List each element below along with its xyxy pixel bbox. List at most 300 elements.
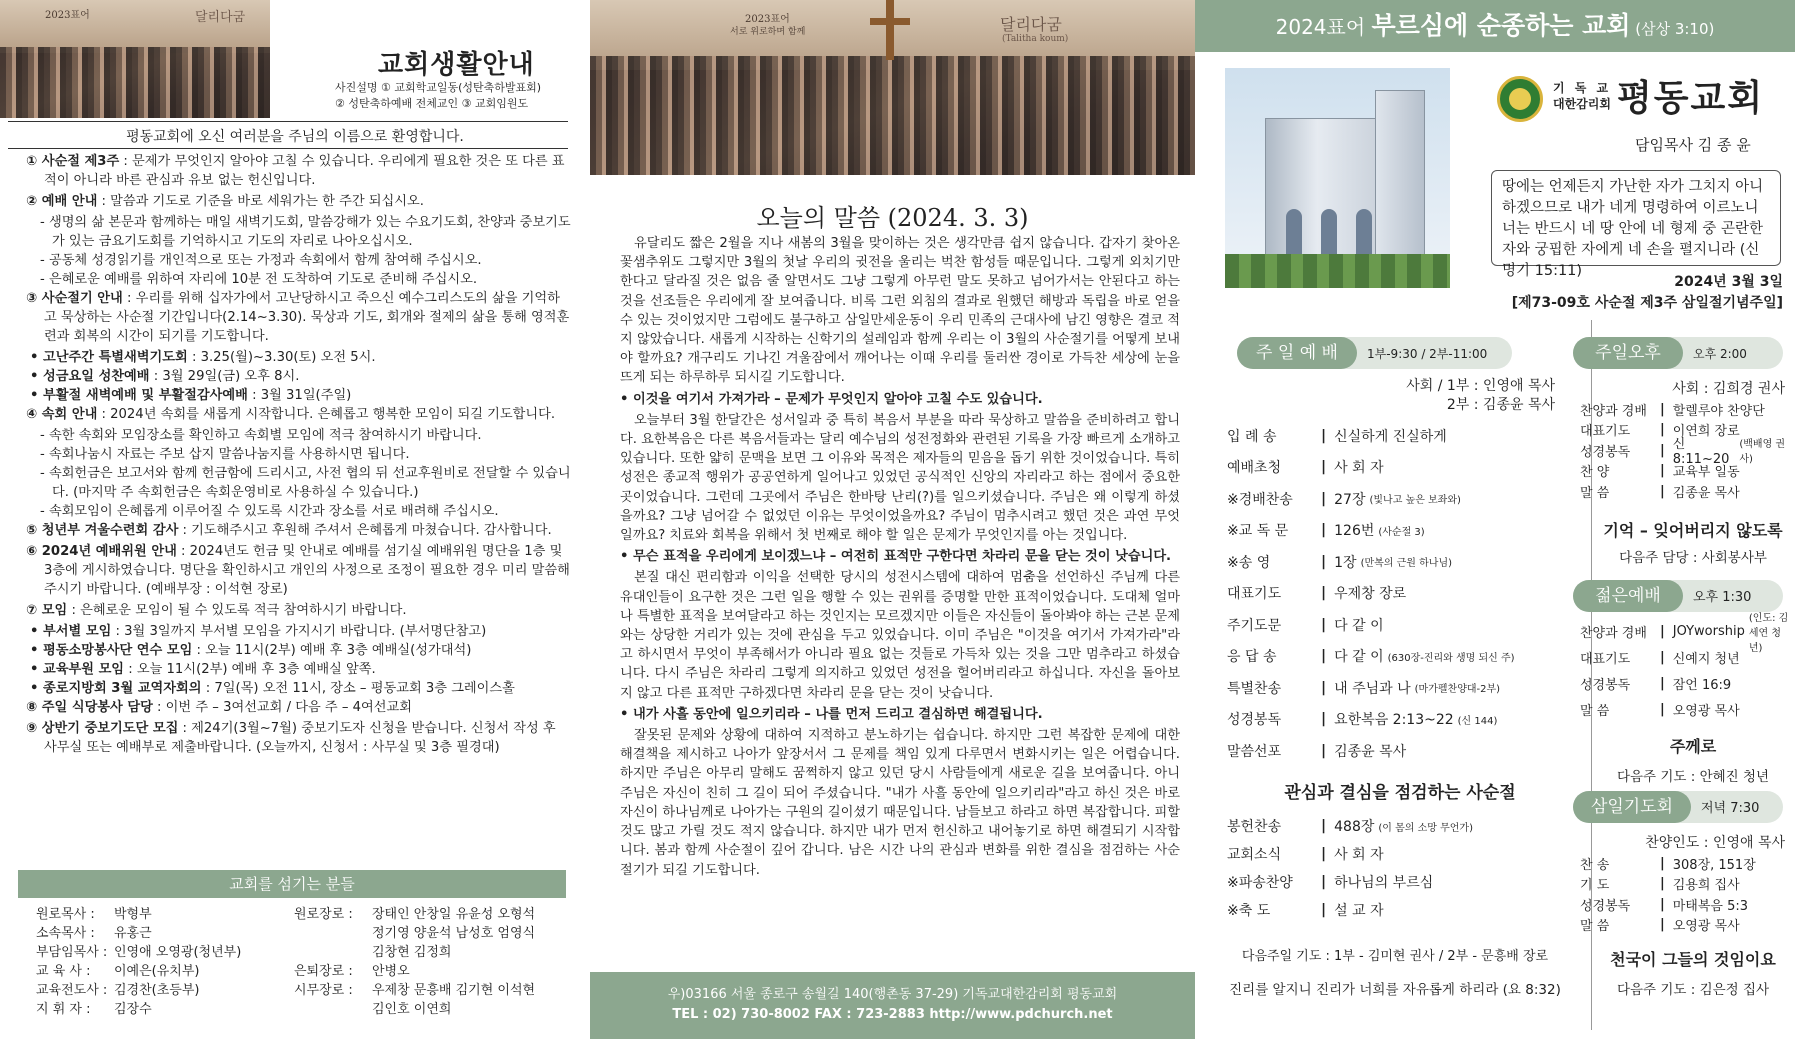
order-row bbox=[1227, 704, 1587, 736]
order-item-label: ※교 독 문 bbox=[1227, 523, 1289, 540]
notice-text: - 공동체 성경읽기를 개인적으로 또는 가정과 속회에서 함께 참여해 주십시오. bbox=[40, 253, 482, 268]
order-item-value: 308장, 151장 bbox=[1672, 857, 1756, 873]
notice-text: : 제24기(3월~7월) 중보기도자 신청을 받습니다. 신청서 작성 후 사무실 또는 예배부로 제출바랍니다. (오늘까지, 신청서 : 사무실 및 3층 필경대) bbox=[44, 721, 556, 755]
notice-label: • 교육부원 모임 bbox=[30, 662, 125, 677]
notice-item bbox=[26, 192, 571, 211]
notice-text: : 3월 3일까지 부서별 모임을 가지시기 바랍니다. (부서명단참고) bbox=[111, 624, 487, 639]
order-row bbox=[1227, 641, 1587, 673]
sermon-paragraph: 유달리도 짧은 2월을 지나 새봄의 3월을 맞이하는 것은 생각만큼 쉽지 않습니다. 갑자기 찾아온 꽃샘추위도 그렇지만 3월의 첫날 우리의 귓전을 울리는 벅찬 함성들 때문입니다. 그렇게 외치기만 한다고 달라질 것은 없음 줄 알면서도 그냥 그렇게 아무런 말도 못하고 넘어가서는 안된다고 하는 것을 선조들은 우리에게 잘 보여줍니다. 비록 그런 외침의 결과로 원했던 해방과 독립을 바로 얻을 수 있는 것이었지만 그럼에도 불구하고 삼일만세운동이 우리 민족의 근대사에 남긴 영향은 결코 적지 않았습니다. 새롭게 시작하는 신학기의 설레임과 함께 우리는 이 3월의 사순절기를 어떻게 보내야 할까요? 개구리도 기나긴 겨울잠에서 깨어나는 이때 우리를 둘러싼 경이로 가득찬 세상에 눈을 뜨게 되는 하루하루 되시길 기도합니다. bbox=[620, 236, 1180, 386]
notice-label: • 부서별 모임 bbox=[30, 624, 112, 639]
order-item-label: 말씀선포 bbox=[1227, 743, 1282, 760]
separator-bar: | bbox=[1660, 855, 1665, 871]
church-logo-icon bbox=[1497, 76, 1543, 122]
notice-label: • 종로지방회 3월 교역자회의 bbox=[30, 681, 202, 696]
notice-label: ⑧ 주일 식당봉사 담당 bbox=[26, 700, 153, 715]
notice-label: ⑥ 2024년 예배위원 안내 bbox=[26, 544, 177, 559]
order-item-value: 하나님의 부르심 bbox=[1334, 875, 1434, 891]
servant-role bbox=[294, 943, 372, 962]
order-item-note: (이 몸의 소망 무언가) bbox=[1378, 822, 1473, 834]
date-text: 2024년 3월 3일 bbox=[1674, 274, 1783, 290]
afternoon-next: 다음주 담당 : 사회봉사부 bbox=[1619, 550, 1767, 566]
notice-text: : 3월 31일(주일) bbox=[247, 388, 352, 403]
notice-label: ② 예배 안내 bbox=[26, 194, 98, 209]
notice-item bbox=[26, 367, 571, 386]
servant-role: 소속목사 : bbox=[36, 926, 95, 941]
order-item-value: 할렐루야 찬양단 bbox=[1672, 403, 1765, 419]
sunday-sermon-title: 관심과 결심을 점검하는 사순절 bbox=[1284, 783, 1516, 803]
leader-line: 2부 : 김종윤 목사 bbox=[1446, 397, 1555, 413]
divider bbox=[8, 148, 568, 149]
servant-role: 은퇴장로 : bbox=[294, 964, 353, 979]
separator-bar: | bbox=[1660, 675, 1665, 691]
order-row bbox=[1227, 452, 1587, 484]
notice-text: : 2024년도 헌금 및 안내로 예배를 섬기실 예배위원 명단을 1층 및 3층에 게시하였습니다. 명단을 확인하시고 개인의 사정으로 조정이 필요한 경우 미리 말씀해 주시기 바랍니다. (예배부장 : 이석현 장로) bbox=[44, 544, 570, 597]
order-item-label: 응 답 송 bbox=[1227, 649, 1277, 666]
notice-item bbox=[26, 698, 571, 717]
notice-label: ⑦ 모임 bbox=[26, 603, 68, 618]
divider bbox=[8, 121, 568, 122]
order-row bbox=[1580, 696, 1790, 722]
notice-text: : 오늘 11시(2부) 예배 후 3층 예배실 앞쪽. bbox=[124, 662, 376, 677]
order-row bbox=[1227, 546, 1587, 578]
photo-sign-text: 달리다굼 bbox=[1000, 15, 1062, 34]
order-item-value: 1장 bbox=[1334, 554, 1357, 571]
contact-line: TEL : 02) 730-8002 FAX : 723-2883 http://www.pdchurch.net bbox=[672, 1007, 1113, 1022]
denomination-line: 기 독 교 bbox=[1553, 81, 1612, 95]
order-item-note: (신 144) bbox=[1457, 715, 1498, 727]
wednesday-service-header bbox=[1573, 791, 1783, 823]
servant-names: 유홍근 bbox=[114, 926, 152, 941]
building-tower bbox=[1375, 90, 1425, 278]
separator-bar: | bbox=[1660, 442, 1665, 458]
separator-bar: | bbox=[1660, 917, 1665, 933]
order-item-label: 찬 송 bbox=[1580, 857, 1610, 873]
photo-caption bbox=[335, 80, 541, 112]
servant-names: 인영애 오영광(청년부) bbox=[114, 945, 242, 960]
wednesday-order-list bbox=[1580, 853, 1790, 935]
section-label: 주 일 예 배 bbox=[1237, 337, 1357, 369]
section-time: 오후 2:00 bbox=[1693, 347, 1747, 361]
order-row bbox=[1227, 420, 1587, 452]
notice-item bbox=[26, 502, 571, 521]
section-label: 주일오후 bbox=[1573, 337, 1683, 369]
notice-text: - 속회모임이 은혜롭게 이루어질 수 있도록 시간과 장소를 서로 배려해 주십시오. bbox=[40, 504, 499, 519]
notice-item bbox=[26, 386, 571, 405]
notice-text: : 이번 주 – 3여선교회 / 다음 주 – 4여선교회 bbox=[152, 700, 412, 715]
servant-row bbox=[36, 1000, 291, 1019]
notice-item bbox=[26, 445, 571, 464]
order-row bbox=[1580, 481, 1790, 502]
young-order-list bbox=[1580, 612, 1790, 722]
servant-role bbox=[294, 924, 372, 943]
order-item-value: 27장 bbox=[1334, 491, 1366, 508]
separator-bar: | bbox=[1321, 742, 1327, 759]
order-item-value: 다 같 이 bbox=[1334, 617, 1384, 634]
order-item-value: 오영광 목사 bbox=[1672, 703, 1740, 719]
notice-item bbox=[26, 660, 571, 679]
section-time: 저녁 7:30 bbox=[1701, 801, 1760, 816]
order-item-label: 찬양과 경배 bbox=[1580, 403, 1647, 419]
order-item-value: 김종윤 목사 bbox=[1672, 485, 1740, 501]
sermon-body bbox=[620, 234, 1180, 881]
order-item-value: 내 주님과 나 bbox=[1334, 680, 1411, 697]
section-time: 오후 1:30 bbox=[1693, 590, 1752, 605]
servant-role: 원로목사 : bbox=[36, 907, 95, 922]
church-name: 평동교회 bbox=[1617, 77, 1765, 119]
order-item-note: (사순절 3) bbox=[1378, 526, 1425, 538]
separator-bar: | bbox=[1321, 459, 1327, 476]
servant-names: 이예은(유치부) bbox=[114, 964, 200, 979]
afternoon-leader: 사회 : 김희경 권사 bbox=[1672, 381, 1785, 397]
separator-bar: | bbox=[1660, 401, 1665, 417]
servant-role: 교 육 사 : bbox=[36, 964, 91, 979]
order-row bbox=[1227, 840, 1587, 868]
notice-label: ④ 속회 안내 bbox=[26, 407, 98, 422]
separator-bar: | bbox=[1321, 874, 1327, 890]
notice-label: • 성금요일 성찬예배 bbox=[30, 369, 150, 384]
order-item-value: 교육부 일동 bbox=[1672, 465, 1740, 481]
order-item-note: (인도: 김세연 청년) bbox=[1748, 612, 1789, 654]
notice-label: ① 사순절 제3주 bbox=[26, 154, 120, 169]
verse-box: 땅에는 언제든지 가난한 자가 그치지 아니하겠으므로 내가 네게 명령하여 이르노니 너는 반드시 네 땅 안에 네 형제 중 곤란한 자와 궁핍한 자에게 네 손을 펼지니라 (신명기 15:11) bbox=[1491, 170, 1781, 266]
separator-bar: | bbox=[1321, 490, 1327, 507]
notice-text: : 3.25(월)~3.30(토) 오전 5시. bbox=[187, 350, 376, 365]
order-item-label: ※송 영 bbox=[1227, 554, 1271, 571]
young-next: 다음주 기도 : 안혜진 청년 bbox=[1616, 769, 1770, 785]
photo-church-school bbox=[0, 0, 270, 118]
servant-role: 시무장로 : bbox=[294, 983, 353, 998]
order-row bbox=[1227, 578, 1587, 610]
separator-bar: | bbox=[1321, 585, 1327, 602]
young-service-header bbox=[1573, 580, 1783, 612]
servant-row bbox=[294, 1000, 574, 1019]
order-item-label: 찬 양 bbox=[1580, 465, 1610, 481]
order-item-label: 말 씀 bbox=[1580, 919, 1610, 935]
order-item-label: 예배초청 bbox=[1227, 460, 1282, 477]
photo-congregation bbox=[590, 0, 1195, 175]
order-item-label: ※축 도 bbox=[1227, 903, 1271, 919]
notice-text: : 은혜로운 모임이 될 수 있도록 적극 참여하시기 바랍니다. bbox=[67, 603, 407, 618]
page-title: 교회생활안내 bbox=[378, 50, 535, 80]
separator-bar: | bbox=[1660, 896, 1665, 912]
denomination-line: 대한감리회 bbox=[1553, 97, 1611, 111]
order-row bbox=[1580, 437, 1790, 468]
order-row bbox=[1227, 896, 1587, 924]
order-item-value: 488장 bbox=[1334, 819, 1375, 835]
order-item-note: (만복의 근원 하나님) bbox=[1360, 558, 1453, 570]
caption-line: 사진설명 ① 교회학교일동(성탄축하발표회) bbox=[335, 81, 542, 94]
photo-board-text: 2023표어 bbox=[45, 10, 90, 21]
notice-label: • 부활절 새벽예배 및 부활절감사예배 bbox=[30, 388, 248, 403]
order-item-label: 성경봉독 bbox=[1227, 712, 1282, 729]
notice-item bbox=[26, 601, 571, 620]
separator-bar: | bbox=[1321, 846, 1327, 862]
order-item-label: 특별찬송 bbox=[1227, 680, 1282, 697]
servant-row bbox=[36, 981, 291, 1000]
servant-role bbox=[294, 1000, 372, 1019]
separator-bar: | bbox=[1660, 876, 1665, 892]
order-item-label: 주기도문 bbox=[1227, 617, 1282, 634]
order-row bbox=[1227, 735, 1587, 767]
notice-item bbox=[26, 348, 571, 367]
separator-bar: | bbox=[1660, 483, 1665, 499]
order-item-note: (630장-진리와 생명 되신 주) bbox=[1387, 652, 1515, 664]
notice-text: : 문제가 무엇인지 알아야 고칠 수 있습니다. 우리에게 필요한 것은 또 다른 표적이 아니라 바른 관심과 유보 없는 헌신입니다. bbox=[44, 154, 565, 188]
servant-row bbox=[36, 962, 291, 981]
motto-prefix: 2024표어 bbox=[1275, 15, 1372, 39]
order-item-label: 대표기도 bbox=[1227, 586, 1282, 603]
order-item-value: 잠언 16:9 bbox=[1672, 677, 1732, 693]
servant-row bbox=[36, 924, 291, 943]
notice-text: - 생명의 삶 본문과 함께하는 매일 새벽기도회, 말씀강해가 있는 수요기도회, 찬양과 중보기도가 있는 금요기도회를 기억하시고 기도의 자리로 나아오십시오. bbox=[40, 215, 571, 249]
order-row bbox=[1227, 672, 1587, 704]
notice-text: : 2024년 속회를 새롭게 시작합니다. 은혜롭고 행복한 모임이 되길 기도합니다. bbox=[97, 407, 556, 422]
photo-board-text: 2023표어 bbox=[745, 14, 790, 25]
servant-names: 박형부 bbox=[114, 907, 152, 922]
notice-text: - 속한 속회와 모임장소를 확인하고 속회별 모임에 적극 참여하시기 바랍니다. bbox=[40, 428, 482, 443]
order-item-label: ※경배찬송 bbox=[1227, 491, 1293, 508]
sunday-service-header bbox=[1237, 337, 1512, 369]
order-item-label: 성경봉독 bbox=[1580, 444, 1631, 460]
order-item-value: 설 교 자 bbox=[1334, 903, 1384, 919]
photo-sign-sub: (Talitha koum) bbox=[1002, 34, 1069, 44]
wednesday-title: 천국이 그들의 것임이요 bbox=[1610, 950, 1776, 969]
notice-item bbox=[26, 464, 571, 502]
notice-label: ⑨ 상반기 중보기도단 모집 bbox=[26, 721, 179, 736]
order-row bbox=[1227, 868, 1587, 896]
notice-item bbox=[26, 622, 571, 641]
caption-line: ② 성탄축하예배 전체교인 ③ 교회임원도 bbox=[335, 97, 529, 110]
servant-names: 김경찬(초등부) bbox=[114, 983, 200, 998]
order-item-value: 김종윤 목사 bbox=[1334, 743, 1407, 760]
order-row bbox=[1227, 483, 1587, 515]
bulletin-date bbox=[1512, 272, 1783, 314]
sunday-order-list bbox=[1227, 420, 1587, 767]
sunday-order-list-2 bbox=[1227, 812, 1587, 924]
order-item-label: 성경봉독 bbox=[1580, 898, 1631, 914]
notice-text: : 오늘 11시(2부) 예배 후 3층 예배실(성가대석) bbox=[192, 643, 472, 658]
notice-label: ③ 사순절기 안내 bbox=[26, 291, 123, 306]
order-item-label: 대표기도 bbox=[1580, 424, 1631, 440]
section-label: 젊은예배 bbox=[1573, 580, 1683, 612]
notice-item bbox=[26, 679, 571, 698]
servant-row bbox=[36, 943, 291, 962]
notice-text: - 은혜로운 예배를 위하여 자리에 10분 전 도착하여 기도로 준비해 주십시오. bbox=[40, 272, 478, 287]
cross-icon bbox=[870, 18, 910, 25]
order-item-value: 신 8:11~20 bbox=[1672, 437, 1730, 468]
order-item-label: 대표기도 bbox=[1580, 651, 1631, 667]
motto-ref: (삼상 3:10) bbox=[1630, 20, 1715, 38]
separator-bar: | bbox=[1321, 711, 1327, 728]
notice-label: ⑤ 청년부 겨울수련회 감사 bbox=[26, 523, 179, 538]
column-worship-order bbox=[1195, 0, 1795, 1039]
notice-item bbox=[26, 405, 571, 424]
order-item-label: 말 씀 bbox=[1580, 485, 1610, 501]
order-row bbox=[1580, 874, 1790, 895]
servant-names: 우제창 문흥배 김기현 이석현 bbox=[372, 983, 536, 998]
notice-item bbox=[26, 251, 571, 270]
order-row bbox=[1580, 612, 1790, 654]
separator-bar: | bbox=[1321, 616, 1327, 633]
order-item-value: 126번 bbox=[1334, 523, 1375, 540]
notice-item bbox=[26, 426, 571, 445]
servants-left bbox=[36, 905, 291, 1019]
order-item-value: 김용희 집사 bbox=[1672, 878, 1740, 894]
motto-main: 부르심에 순종하는 교회 bbox=[1371, 11, 1631, 40]
separator-bar: | bbox=[1321, 427, 1327, 444]
order-item-value: 사 회 자 bbox=[1334, 847, 1384, 863]
sunday-leaders bbox=[1355, 377, 1555, 415]
order-item-note: (마가펠찬양대-2부) bbox=[1414, 684, 1501, 696]
order-item-label: 찬양과 경배 bbox=[1580, 625, 1647, 641]
servant-role: 원로장로 : bbox=[294, 907, 353, 922]
order-item-value: 이연희 장로 bbox=[1672, 424, 1740, 440]
notice-item bbox=[26, 289, 571, 346]
sermon-title: 오늘의 말씀 (2024. 3. 3) bbox=[756, 204, 1029, 232]
separator-bar: | bbox=[1321, 648, 1327, 665]
servant-names: 안병오 bbox=[372, 964, 410, 979]
sermon-subheading: • 이것을 여기서 가져가라 – 문제가 무엇인지 알아야 고칠 수도 있습니다. bbox=[620, 391, 1043, 407]
order-item-value: 우제창 장로 bbox=[1334, 586, 1407, 603]
issue-text: [제73-09호 사순절 제3주 삼일절기념주일] bbox=[1511, 295, 1783, 311]
servant-role: 교육전도사 : bbox=[36, 983, 108, 998]
servant-names: 장태인 안창일 유윤성 오형석 bbox=[372, 907, 536, 922]
order-item-note: (백배영 권사) bbox=[1739, 439, 1786, 466]
servant-row bbox=[294, 943, 574, 962]
senior-pastor: 담임목사 김 종 윤 bbox=[1635, 136, 1751, 154]
order-item-label: 성경봉독 bbox=[1580, 677, 1631, 693]
order-row bbox=[1580, 853, 1790, 874]
separator-bar: | bbox=[1660, 623, 1665, 639]
church-building-image bbox=[1225, 68, 1450, 288]
order-item-label: 봉헌찬송 bbox=[1227, 819, 1282, 835]
footer-verse: 진리를 알지니 진리가 너희를 자유롭게 하리라 (요 8:32) bbox=[1229, 982, 1561, 998]
order-row bbox=[1580, 894, 1790, 915]
notice-label: • 고난주간 특별새벽기도회 bbox=[30, 350, 188, 365]
wednesday-leader: 찬양인도 : 인영애 목사 bbox=[1645, 835, 1785, 851]
separator-bar: | bbox=[1321, 818, 1327, 834]
afternoon-title: 기억 – 잊어버리지 않도록 bbox=[1603, 521, 1783, 540]
order-row bbox=[1580, 399, 1790, 420]
servant-names: 정기영 양윤석 남성호 엄영식 bbox=[372, 926, 536, 941]
order-item-value: 마태복음 5:3 bbox=[1672, 898, 1749, 914]
separator-bar: | bbox=[1321, 522, 1327, 539]
notice-text: : 우리를 위해 십자가에서 고난당하시고 죽으신 예수그리스도의 삶을 기억하고 묵상하는 사순절 기간입니다(2.14~3.30). 묵상과 기도, 회개와 절제의 삶을 통해 영적훈련과 회복의 시간이 되기를 기도합니다. bbox=[44, 291, 570, 344]
notice-item bbox=[26, 641, 571, 660]
order-item-value: 요한복음 2:13~22 bbox=[1334, 712, 1454, 729]
order-row bbox=[1580, 670, 1790, 696]
order-item-label: 교회소식 bbox=[1227, 847, 1282, 863]
notice-item bbox=[26, 213, 571, 251]
separator-bar: | bbox=[1660, 701, 1665, 717]
order-item-label: 말 씀 bbox=[1580, 703, 1610, 719]
trees bbox=[1225, 254, 1450, 288]
order-row bbox=[1227, 515, 1587, 547]
afternoon-service-header bbox=[1573, 337, 1783, 369]
section-label: 삼일기도회 bbox=[1573, 791, 1691, 823]
order-item-value: 다 같 이 bbox=[1334, 649, 1384, 666]
sermon-subheading: • 무슨 표적을 우리에게 보이겠느냐 – 여전히 표적만 구한다면 차라리 문을 닫는 것이 낫습니다. bbox=[620, 549, 1172, 565]
notice-item bbox=[26, 152, 571, 190]
column-church-life bbox=[0, 0, 590, 1039]
denomination bbox=[1553, 80, 1611, 112]
servant-names: 김장수 bbox=[114, 1002, 152, 1017]
separator-bar: | bbox=[1660, 649, 1665, 665]
servant-row bbox=[294, 924, 574, 943]
sermon-paragraph: 본질 대신 편리함과 이익을 선택한 당시의 성전시스템에 대하여 멈춤을 선언하신 주님께 다른 유대인들이 요구한 것은 그런 일을 행할 수 있는 권위를 증명할 만한 표적이었습니다. 도대체 얼마나 특별한 표적을 보여달라고 하는 것인지는 모르겠지만 이들은 자신들이 돌아봐야 하는 근본 문제와는 상당한 거리가 있는 것에 관심을 두고 있었습니다. 이미 주님은 "이것을 여기서 가져가라"라고 하시면서 무엇이 부족해서가 아니라 필요 없는 것들로 가득차 있는 것을 그만 멈추라고 하셨습니다. 다시 주님은 차라리 그렇게 의지하고 있었던 성전을 헐어버리라고 하십니다. 자신을 돌아보지 않고 다른 표적만 구하겠다면 차라리 문을 닫는 것이 낫습니다. bbox=[620, 570, 1180, 701]
photo-board-text: 서로 위로하며 함께 bbox=[730, 27, 806, 37]
notice-item bbox=[26, 521, 571, 540]
leader-line: 사회 / 1부 : 인영애 목사 bbox=[1406, 378, 1555, 394]
order-row bbox=[1227, 812, 1587, 840]
order-item-note: (빛나고 높은 보좌와) bbox=[1369, 495, 1461, 507]
church-address-footer bbox=[590, 972, 1195, 1039]
order-item-label: 입 례 송 bbox=[1227, 428, 1277, 445]
section-time: 1부-9:30 / 2부-11:00 bbox=[1367, 347, 1488, 361]
young-title: 주께로 bbox=[1669, 737, 1717, 756]
servant-row bbox=[294, 981, 574, 1000]
welcome-text: 평동교회에 오신 여러분을 주님의 이름으로 환영합니다. bbox=[126, 129, 464, 145]
servant-role: 지 휘 자 : bbox=[36, 1002, 91, 1017]
notice-label: • 평동소망봉사단 연수 모임 bbox=[30, 643, 193, 658]
notice-text: : 7일(목) 오전 11시, 장소 – 평동교회 3층 그레이스홀 bbox=[201, 681, 515, 696]
wednesday-next: 다음주 기도 : 김은정 집사 bbox=[1616, 982, 1770, 998]
notice-item bbox=[26, 270, 571, 289]
separator-bar: | bbox=[1321, 679, 1327, 696]
notice-item bbox=[26, 542, 571, 599]
separator-bar: | bbox=[1660, 422, 1665, 438]
photo-sign-text: 달리다굼 bbox=[195, 10, 246, 25]
notice-text: : 말씀과 기도로 기준을 바로 세워가는 한 주간 되십시오. bbox=[97, 194, 424, 209]
separator-bar: | bbox=[1321, 553, 1327, 570]
order-row bbox=[1227, 609, 1587, 641]
order-item-value: 신예지 청년 bbox=[1672, 651, 1740, 667]
order-item-value: 사 회 자 bbox=[1334, 460, 1384, 477]
servant-row bbox=[36, 905, 291, 924]
servant-row bbox=[294, 962, 574, 981]
order-item-label: 기 도 bbox=[1580, 878, 1610, 894]
order-row bbox=[1580, 915, 1790, 936]
notice-text: - 속회나눔시 자료는 주보 삽지 말씀나눔지를 사용하시면 됩니다. bbox=[40, 447, 410, 462]
order-item-value: 오영광 목사 bbox=[1672, 919, 1740, 935]
separator-bar: | bbox=[1660, 463, 1665, 479]
servant-role: 부담임목사 : bbox=[36, 945, 108, 960]
notice-text: - 속회헌금은 보고서와 함께 헌금함에 드리시고, 사전 협의 뒤 선교후원비로 전달할 수 있습니다. (마지막 주 속회헌금은 속회운영비로 사용하실 수 있습니다.) bbox=[40, 466, 571, 500]
sermon-subheading: • 내가 사흘 동안에 일으키리라 – 나를 먼저 드리고 결심하면 해결됩니다. bbox=[620, 706, 1043, 722]
notice-item bbox=[26, 719, 571, 757]
notices-list bbox=[26, 152, 571, 759]
motto-banner bbox=[1195, 0, 1795, 52]
column-sermon bbox=[590, 0, 1195, 1039]
separator-bar: | bbox=[1321, 902, 1327, 918]
order-item-value: JOYworship bbox=[1672, 623, 1745, 639]
notice-text: : 기도해주시고 후원해 주셔서 은혜롭게 마쳤습니다. 감사합니다. bbox=[178, 523, 552, 538]
servant-row bbox=[294, 905, 574, 924]
servant-names: 김창현 김정희 bbox=[372, 945, 452, 960]
order-item-value: 신실하게 진실하게 bbox=[1334, 428, 1447, 445]
servant-names: 김인호 이연희 bbox=[372, 1002, 452, 1017]
order-item-label: ※파송찬양 bbox=[1227, 875, 1293, 891]
cross-icon bbox=[886, 0, 894, 60]
servants-right bbox=[294, 905, 574, 1019]
notice-text: : 3월 29일(금) 오후 8시. bbox=[149, 369, 300, 384]
servants-heading: 교회를 섬기는 분들 bbox=[18, 870, 566, 898]
sermon-paragraph: 잘못된 문제와 상황에 대하여 지적하고 분노하기는 쉽습니다. 하지만 그런 복잡한 문제에 대한 해결책을 제시하고 나아가 앞장서서 그 문제를 책임 있게 다루면서 변화시키는 일은 어렵습니다. 하지만 주님은 아무리 말해도 꿈쩍하지 않고 있던 당시 사람들에게 새로운 길을 보여줍니다. 아니 주님은 자신이 친히 그 길이 되어 주셨습니다. "내가 사흘 동안에 일으키리라"라고 하신 것은 바로 자신이 하나님께로 나아가는 구원의 길이셨기 때문입니다. 남들보고 하라고 하면 복잡합니다. 피할 것도 많고 가릴 것도 적지 않습니다. 하지만 내가 먼저 헌신하고 내어놓기로 하면 해결되기 시작합니다. 봄과 함께 사순절이 깊어 갑니다. 남은 시간 나의 관심과 변화를 위한 결심을 점검하는 사순절기가 되길 기도합니다. bbox=[620, 728, 1180, 878]
sermon-paragraph: 오늘부터 3월 한달간은 성서일과 중 특히 복음서 부분을 따라 묵상하고 말씀을 준비하려고 합니다. 요한복음은 다른 복음서들과는 달리 예수님의 성전정화와 관련된 기록을 가장 빠르게 소개하고 있습니다. 또한 얇히 문맥을 보면 그 이유와 목적은 제자들의 믿음을 돕기 위한 것이었습니다. 특히 성전은 종교적 행위가 공공연하게 일어나고 있었던 공식적인 신앙의 자리라고 하는 점에서 중요한 곳이었습니다. 그런데 그곳에서 주님은 한바탕 난리(?)를 일으키셨습니다. 주님은 왜 이렇게 하셨을까요? 그냥 넘어갈 수 없었던 이유는 무엇이었을까요? 주님이 멈추시려고 했던 것은 과연 무엇일까요? 치료와 회복을 위해서 첫 번째로 해야 할 일은 문제가 무엇인지를 아는 것입니다. bbox=[620, 412, 1180, 544]
afternoon-order-list bbox=[1580, 399, 1790, 502]
address-line: 우)03166 서울 종로구 송월길 140(행촌동 37-29) 기독교대한감리회 평동교회 bbox=[667, 987, 1118, 1002]
next-week-prayer: 다음주일 기도 : 1부 - 김미현 권사 / 2부 - 문흥배 장로 bbox=[1241, 949, 1549, 964]
